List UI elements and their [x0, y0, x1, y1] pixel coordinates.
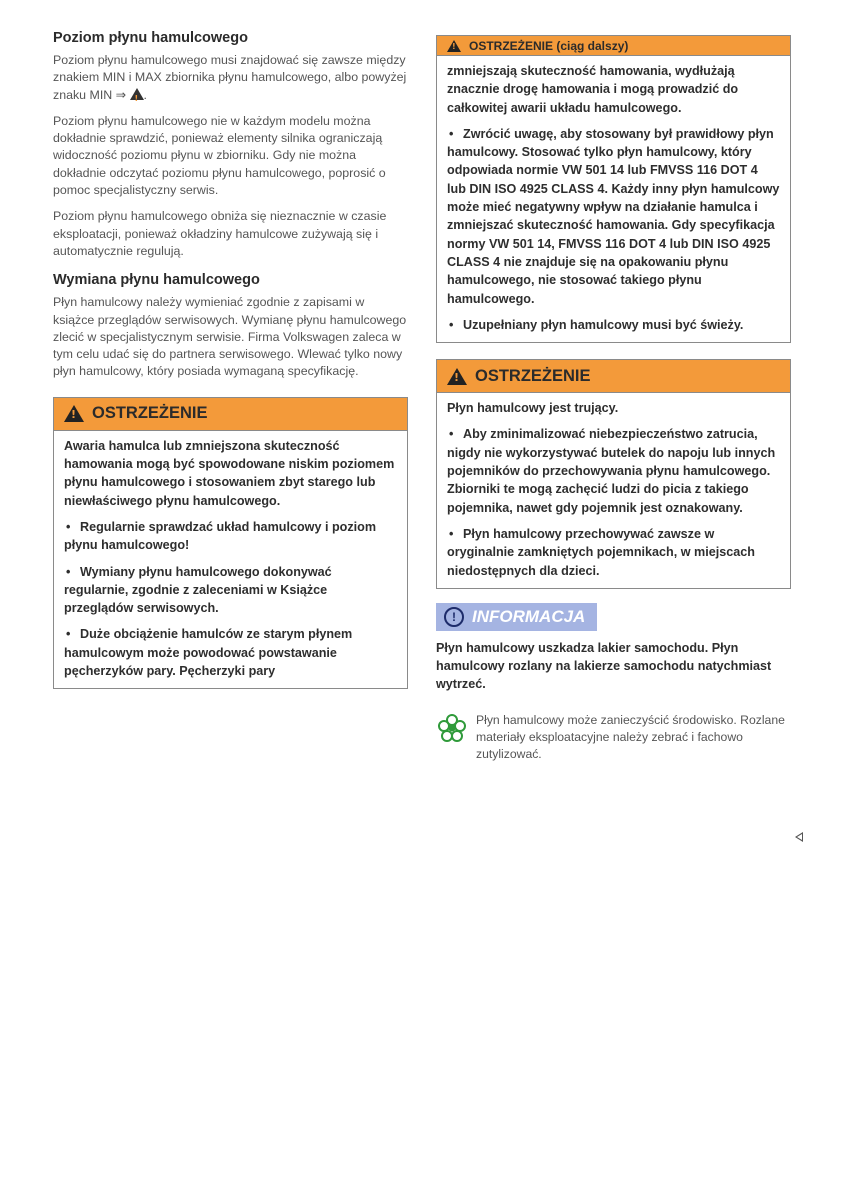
paragraph-level-3: Poziom płynu hamulcowego obniża się nieznacznie w czasie eksploatacji, ponieważ okładziny hamulcowe zużywają się i automatycznie regulują.: [53, 209, 387, 258]
warning-box-1: [53, 397, 408, 690]
environment-text: Płyn hamulcowy może zanieczyścić środowisko. Rozlane materiały eksploatacyjne należy zebrać i fachowo zutylizować.: [476, 712, 785, 762]
warning-2-body: [437, 393, 790, 588]
paragraph-level-1-text: Poziom płynu hamulcowego musi znajdować się zawsze między znakiem MIN i MAX zbiornika płynu hamulcowego, albo powyżej znaku MIN ⇒: [53, 53, 407, 102]
back-arrow-icon[interactable]: [795, 832, 803, 842]
warning-ref-icon: [130, 88, 144, 100]
warning-2-title: OSTRZEŻENIE: [475, 366, 591, 385]
paragraph-change: Płyn hamulcowy należy wymieniać zgodnie z zapisami w książce przeglądów serwisowych. Wymianę płynu hamulcowego zlecić w specjalistycznym serwisie. Firma Volkswagen zaleca w tym celu udać się do partnera serwisowego. Wlewać tylko nowy płyn hamulcowy, który posiada wymaganą specyfikację.: [53, 295, 407, 379]
warning-triangle-icon: [447, 368, 467, 385]
warning-continued-bullet-1: • Zwrócić uwagę, aby stosowany był prawidłowy płyn hamulcowy. Stosować tylko płyn hamulcowy, który odpowiada normie VW 501 14 lub FMVSS 116 DOT 4 lub DIN ISO 4925 CLASS 4. Każdy inny płyn hamulcowy może mieć negatywny wpływ na działanie hamulca i zmniejszać skuteczność hamowania. Gdy specyfikacja normy VW 501 14, FMVSS 116 DOT 4 lub DIN ISO 4925 CLASS 4 nie znajduje się na opakowaniu płynu hamulcowego, nie stosować takiego płynu hamulcowego.: [447, 125, 780, 308]
warning-continued-title: OSTRZEŻENIE (ciąg dalszy): [469, 38, 629, 53]
warning-bullet-1: • Regularnie sprawdzać układ hamulcowy i poziom płynu hamulcowego!: [64, 518, 397, 555]
warning-body: [54, 431, 407, 689]
paragraph-level-1: Poziom płynu hamulcowego musi znajdować się zawsze między znakiem MIN i MAX zbiornika płynu hamulcowego, albo powyżej znaku MIN ⇒ ! .: [53, 52, 408, 104]
right-column: [436, 35, 791, 764]
warning-continued-header: [437, 36, 790, 56]
warning-continued-text: zmniejszają skuteczność hamowania, wydłużają znacznie drogę hamowania i mogą prowadzić do całkowitej awarii układu hamulcowego.: [447, 64, 739, 115]
warning-bullet-2: • Wymiany płynu hamulcowego dokonywać regularnie, zgodnie z zaleceniami w Książce przeglądów serwisowych.: [64, 563, 397, 618]
heading-brake-fluid-level: Poziom płynu hamulcowego: [53, 30, 248, 46]
paragraph-level-2: Poziom płynu hamulcowego nie w każdym modelu można dokładnie sprawdzić, ponieważ elementy silnika ograniczają widoczność poziomu płynu w zbiorniku. Gdy nie można dokładnie odczytać poziomu płynu hamulcowego, poprosić o pomoc specjalistyczny serwis.: [53, 113, 386, 198]
warning-2-bullet-2: • Płyn hamulcowy przechowywać zawsze w oryginalnie zamkniętych pojemnikach, w miejscach niedostępnych dla dzieci.: [447, 525, 780, 580]
warning-bullet-3: • Duże obciążenie hamulców ze starym płynem hamulcowym może powodować powstawanie pęcherzyków pary. Pęcherzyki pary: [64, 625, 397, 680]
warning-2-bullet-1: • Aby zminimalizować niebezpieczeństwo zatrucia, nigdy nie wykorzystywać butelek do napoju lub innych pojemników do przechowywania płynu hamulcowego. Zbiorniki te mogą zachęcić ludzi do picia z takiego pojemnika, nawet gdy pojemnik jest oznakowany.: [447, 425, 780, 516]
warning-continued-bullet-2: • Uzupełniany płyn hamulcowy musi być świeży.: [447, 316, 780, 334]
environment-flower-icon: [436, 712, 468, 744]
warning-box-continued: [436, 35, 791, 343]
warning-triangle-icon: [64, 405, 84, 422]
info-exclamation-icon: !: [444, 607, 464, 627]
info-header: [436, 603, 597, 631]
warning-box-2: [436, 359, 791, 589]
warning-header: [54, 398, 407, 431]
left-column: [53, 30, 408, 689]
warning-continued-body: [437, 56, 790, 342]
warning-intro: Awaria hamulca lub zmniejszona skuteczność hamowania mogą być spowodowane niskim poziomem płynu hamulcowego i stosowaniem zbyt starego lub niewłaściwego płynu hamulcowego.: [64, 438, 395, 508]
environment-note: [436, 712, 791, 764]
info-text: Płyn hamulcowy uszkadza lakier samochodu. Płyn hamulcowy rozlany na lakierze samochodu natychmiast wytrzeć.: [436, 640, 772, 692]
warning-title: OSTRZEŻENIE: [92, 404, 208, 423]
warning-triangle-icon: [447, 40, 461, 52]
warning-2-intro: Płyn hamulcowy jest trujący.: [447, 401, 619, 416]
warning-2-header: [437, 360, 790, 393]
heading-brake-fluid-change: Wymiana płynu hamulcowego: [53, 272, 260, 289]
info-title: INFORMACJA: [472, 606, 586, 626]
